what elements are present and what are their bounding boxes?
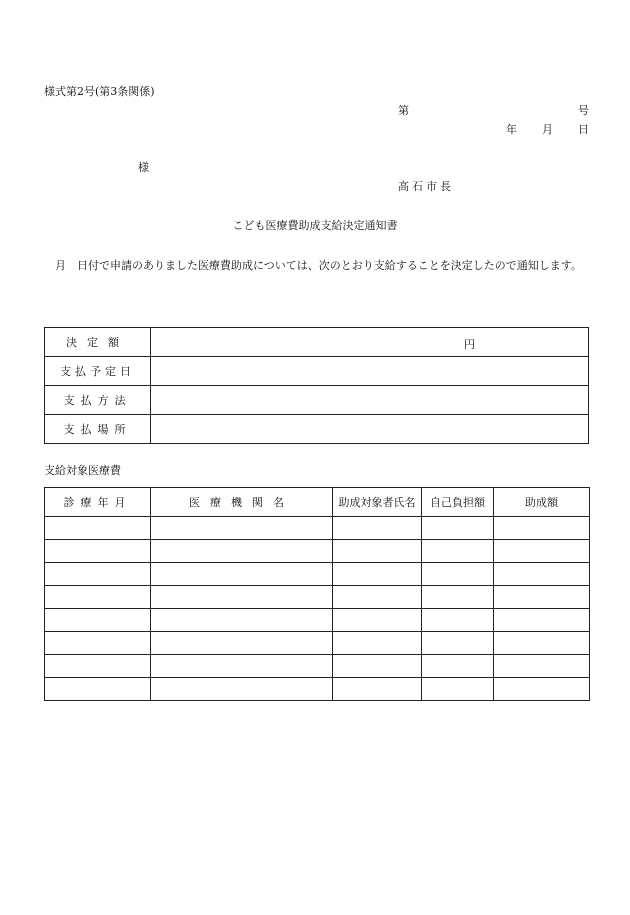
decision-row-amount bbox=[45, 328, 589, 357]
table-cell bbox=[45, 540, 151, 563]
table-row bbox=[45, 586, 590, 609]
table-cell bbox=[151, 655, 333, 678]
table-cell bbox=[422, 609, 494, 632]
header-subsidy-amount: 助成額 bbox=[494, 488, 590, 517]
table-cell bbox=[333, 586, 422, 609]
table-cell bbox=[422, 678, 494, 701]
document-title: こども医療費助成支給決定通知書 bbox=[232, 219, 398, 232]
table-cell bbox=[494, 540, 590, 563]
table-row bbox=[45, 655, 590, 678]
issuer-name: 高石市長 bbox=[398, 180, 454, 193]
table-cell bbox=[494, 586, 590, 609]
table-cell bbox=[151, 609, 333, 632]
table-cell bbox=[45, 632, 151, 655]
value-pay-place bbox=[151, 415, 589, 444]
table-cell bbox=[422, 632, 494, 655]
table-cell bbox=[422, 586, 494, 609]
decision-row-pay-method bbox=[45, 386, 589, 415]
table-cell bbox=[151, 678, 333, 701]
table-cell bbox=[494, 563, 590, 586]
table-cell bbox=[151, 517, 333, 540]
decision-row-pay-date bbox=[45, 357, 589, 386]
table-cell bbox=[333, 517, 422, 540]
table-cell bbox=[151, 540, 333, 563]
table-cell bbox=[45, 517, 151, 540]
table-cell bbox=[494, 517, 590, 540]
table-row bbox=[45, 563, 590, 586]
table-cell bbox=[151, 586, 333, 609]
expense-header-row bbox=[45, 488, 590, 517]
header-institution-name: 医療機関名 bbox=[151, 488, 333, 517]
table-cell bbox=[422, 563, 494, 586]
table-cell bbox=[45, 655, 151, 678]
table-cell bbox=[494, 655, 590, 678]
table-row bbox=[45, 632, 590, 655]
value-pay-date bbox=[151, 357, 589, 386]
table-cell bbox=[333, 655, 422, 678]
table-row bbox=[45, 517, 590, 540]
table-cell bbox=[151, 632, 333, 655]
table-cell bbox=[45, 609, 151, 632]
date-month: 月 bbox=[542, 123, 553, 136]
table-cell bbox=[333, 609, 422, 632]
table-cell bbox=[333, 563, 422, 586]
table-cell bbox=[333, 540, 422, 563]
table-row bbox=[45, 678, 590, 701]
expense-section-title: 支給対象医療費 bbox=[44, 464, 121, 477]
table-cell bbox=[422, 517, 494, 540]
table-cell bbox=[333, 632, 422, 655]
form-number: 様式第2号(第3条関係) bbox=[44, 85, 155, 98]
header-copayment: 自己負担額 bbox=[422, 488, 494, 517]
expense-table bbox=[44, 487, 590, 701]
table-cell bbox=[422, 540, 494, 563]
table-row bbox=[45, 540, 590, 563]
label-pay-date: 支払予定日 bbox=[45, 357, 151, 386]
table-cell bbox=[45, 678, 151, 701]
table-cell bbox=[494, 632, 590, 655]
body-text: 月 日付で申請のありました医療費助成については、次のとおり支給することを決定したので通知します。 bbox=[55, 259, 582, 272]
table-cell bbox=[151, 563, 333, 586]
label-pay-place: 支払場所 bbox=[45, 415, 151, 444]
decision-row-pay-place bbox=[45, 415, 589, 444]
value-pay-method bbox=[151, 386, 589, 415]
doc-number-suffix: 号 bbox=[578, 104, 589, 117]
doc-number-prefix: 第 bbox=[398, 104, 409, 117]
header-recipient-name: 助成対象者氏名 bbox=[333, 488, 422, 517]
addressee-suffix: 様 bbox=[138, 161, 149, 174]
value-decision-amount bbox=[151, 328, 589, 357]
table-cell bbox=[45, 586, 151, 609]
table-cell bbox=[333, 678, 422, 701]
table-row bbox=[45, 609, 590, 632]
table-cell bbox=[45, 563, 151, 586]
table-cell bbox=[494, 678, 590, 701]
table-cell bbox=[494, 609, 590, 632]
date-day: 日 bbox=[578, 123, 589, 136]
header-treatment-month: 診療年月 bbox=[45, 488, 151, 517]
decision-table bbox=[44, 327, 589, 444]
table-cell bbox=[422, 655, 494, 678]
date-year: 年 bbox=[506, 123, 517, 136]
label-decision-amount: 決定額 bbox=[45, 328, 151, 357]
label-pay-method: 支払方法 bbox=[45, 386, 151, 415]
yen-unit: 円 bbox=[464, 338, 475, 351]
